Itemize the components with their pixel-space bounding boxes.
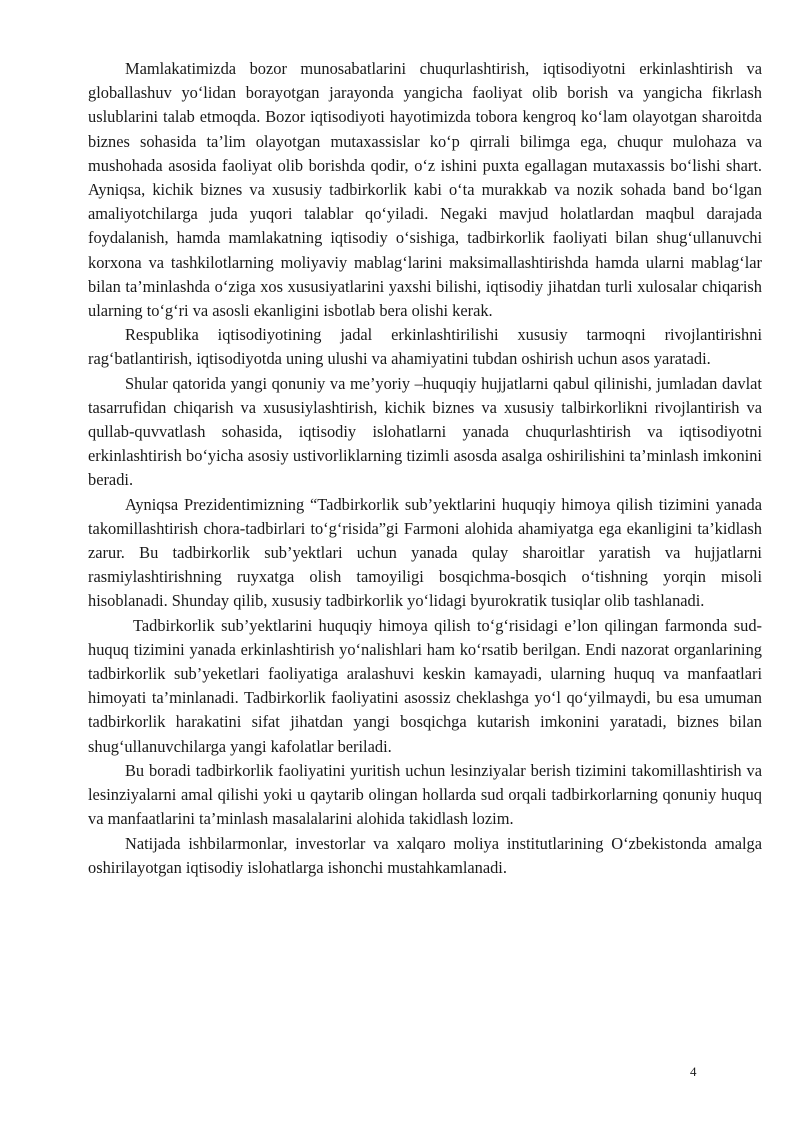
paragraph: Mamlakatimizda bozor munosabatlarini chuqurlashtirish, iqtisodiyotni erkinlashtirish va globallashuv yo‘lidan borayotgan jarayonda yangicha faoliyat olib borish va yangicha fikrlash uslublarini talab etmoqda. Bozor iqtisodiyoti hayotimizda tobora kengroq ko‘lam olayotgan sharoitda biznes sohasida ta’lim olayotgan mutaxassislar ko‘p qirrali bilimga ega, chuqur mulohaza va mushohada asosida faoliyat olib borishda qodir, o‘z ishini puxta egallagan mutaxassis bo‘lishi shart. Ayniqsa, kichik biznes va xususiy tadbirkorlik kabi o‘ta murakkab va nozik sohada band bo‘lgan amaliyotchilarga juda yuqori talablar qo‘yiladi. Negaki mavjud holatlardan maqbul darajada foydalanish, hamda mamlakatning iqtisodiy o‘sishiga, tadbirkorlik faoliyati bilan shug‘ullanuvchi korxona va tashkilotlarning moliyaviy mablag‘larini maksimallashtirishda hamda ularni mablag‘lar bilan ta’minlashda o‘ziga xos xususiyatlarini yaxshi bilishi, iqtisodiy jihatdan turli xulosalar chiqarish ularning to‘g‘ri va asosli ekanligini isbotlab bera olishi kerak. xyxy=(88,59,762,321)
paragraph: Bu boradi tadbirkorlik faoliyatini yuritish uchun lesinziyalar berish tizimini takomillashtirish va lesinziyalarni amal qilishi yoki u qaytarib olingan hollarda sud orqali tadbirkorlarning qonuniy huquq va manfaatlarini ta’minlash masalalarini alohida takidlash lozim. xyxy=(88,760,762,829)
paragraph: Respublika iqtisodiyotining jadal erkinlashtirilishi xususiy tarmoqni rivojlantirishni rag‘batlantirish, iqtisodiyotda uning ulushi va ahamiyatini tubdan oshirish uchun asos yaratadi. xyxy=(88,325,762,369)
paragraph: Ayniqsa Prezidentimizning “Tadbirkorlik sub’yektlarini huquqiy himoya qilish tizimini yanada takomillashtirish chora-tadbirlari to‘g‘risida”gi Farmoni alohida ahamiyatga ega ekanligini ta’kidlash zarur. Bu tadbirkorlik sub’yektlari uchun yanada qulay sharoitlar yaratish va hujjatlarni rasmiylashtirishning ruyxatga olish tamoyiligi bosqichma-bosqich o‘tishning yorqin misoli hisoblanadi. Shunday qilib, xususiy tadbirkorlik yo‘lidagi byurokratik tusiqlar olib tashlanadi. xyxy=(88,494,762,611)
page-number: 4 xyxy=(690,1064,697,1079)
paragraph: Shular qatorida yangi qonuniy va me’yoriy –huquqiy hujjatlarni qabul qilinishi, jumladan davlat tasarrufidan chiqarish va xususiylashtirish, kichik biznes va xususiy talbirkorlikni rivojlantirish va qullab-quvvatlash sohasida, iqtisodiy islohatlarni yanada chuqurlashtirish va iqtisodiyotni erkinlashtirish bo‘yicha asosiy ustivorliklarning tizimli asosda asalga oshirilishini ta’minlash imkonini beradi. xyxy=(88,373,762,490)
paragraph: Natijada ishbilarmonlar, investorlar va xalqaro moliya institutlarining O‘zbekistonda amalga oshirilayotgan iqtisodiy islohatlarga ishonchi mustahkamlanadi. xyxy=(88,833,762,877)
document-body xyxy=(88,57,762,880)
paragraph: Tadbirkorlik sub’yektlarini huquqiy himoya qilish to‘g‘risidagi e’lon qilingan farmonda sud-huquq tizimini yanada erkinlashtirish yo‘nalishlari ham ko‘rsatib berilgan. Endi nazorat organlarining tadbirkorlik sub’yeketlari faoliyatiga aralashuvi keskin kamayadi, ularning huquq va manfaatlari himoyati ta’minlanadi. Tadbirkorlik faoliyatini asossiz cheklashga yo‘l qo‘yilmaydi, bu esa umuman tadbirkorlik harakatini sifat jihatdan yangi bosqichga kutarish imkonini yaratadi, biznes bilan shug‘ullanuvchilarga yangi kafolatlar beriladi. xyxy=(88,615,762,756)
